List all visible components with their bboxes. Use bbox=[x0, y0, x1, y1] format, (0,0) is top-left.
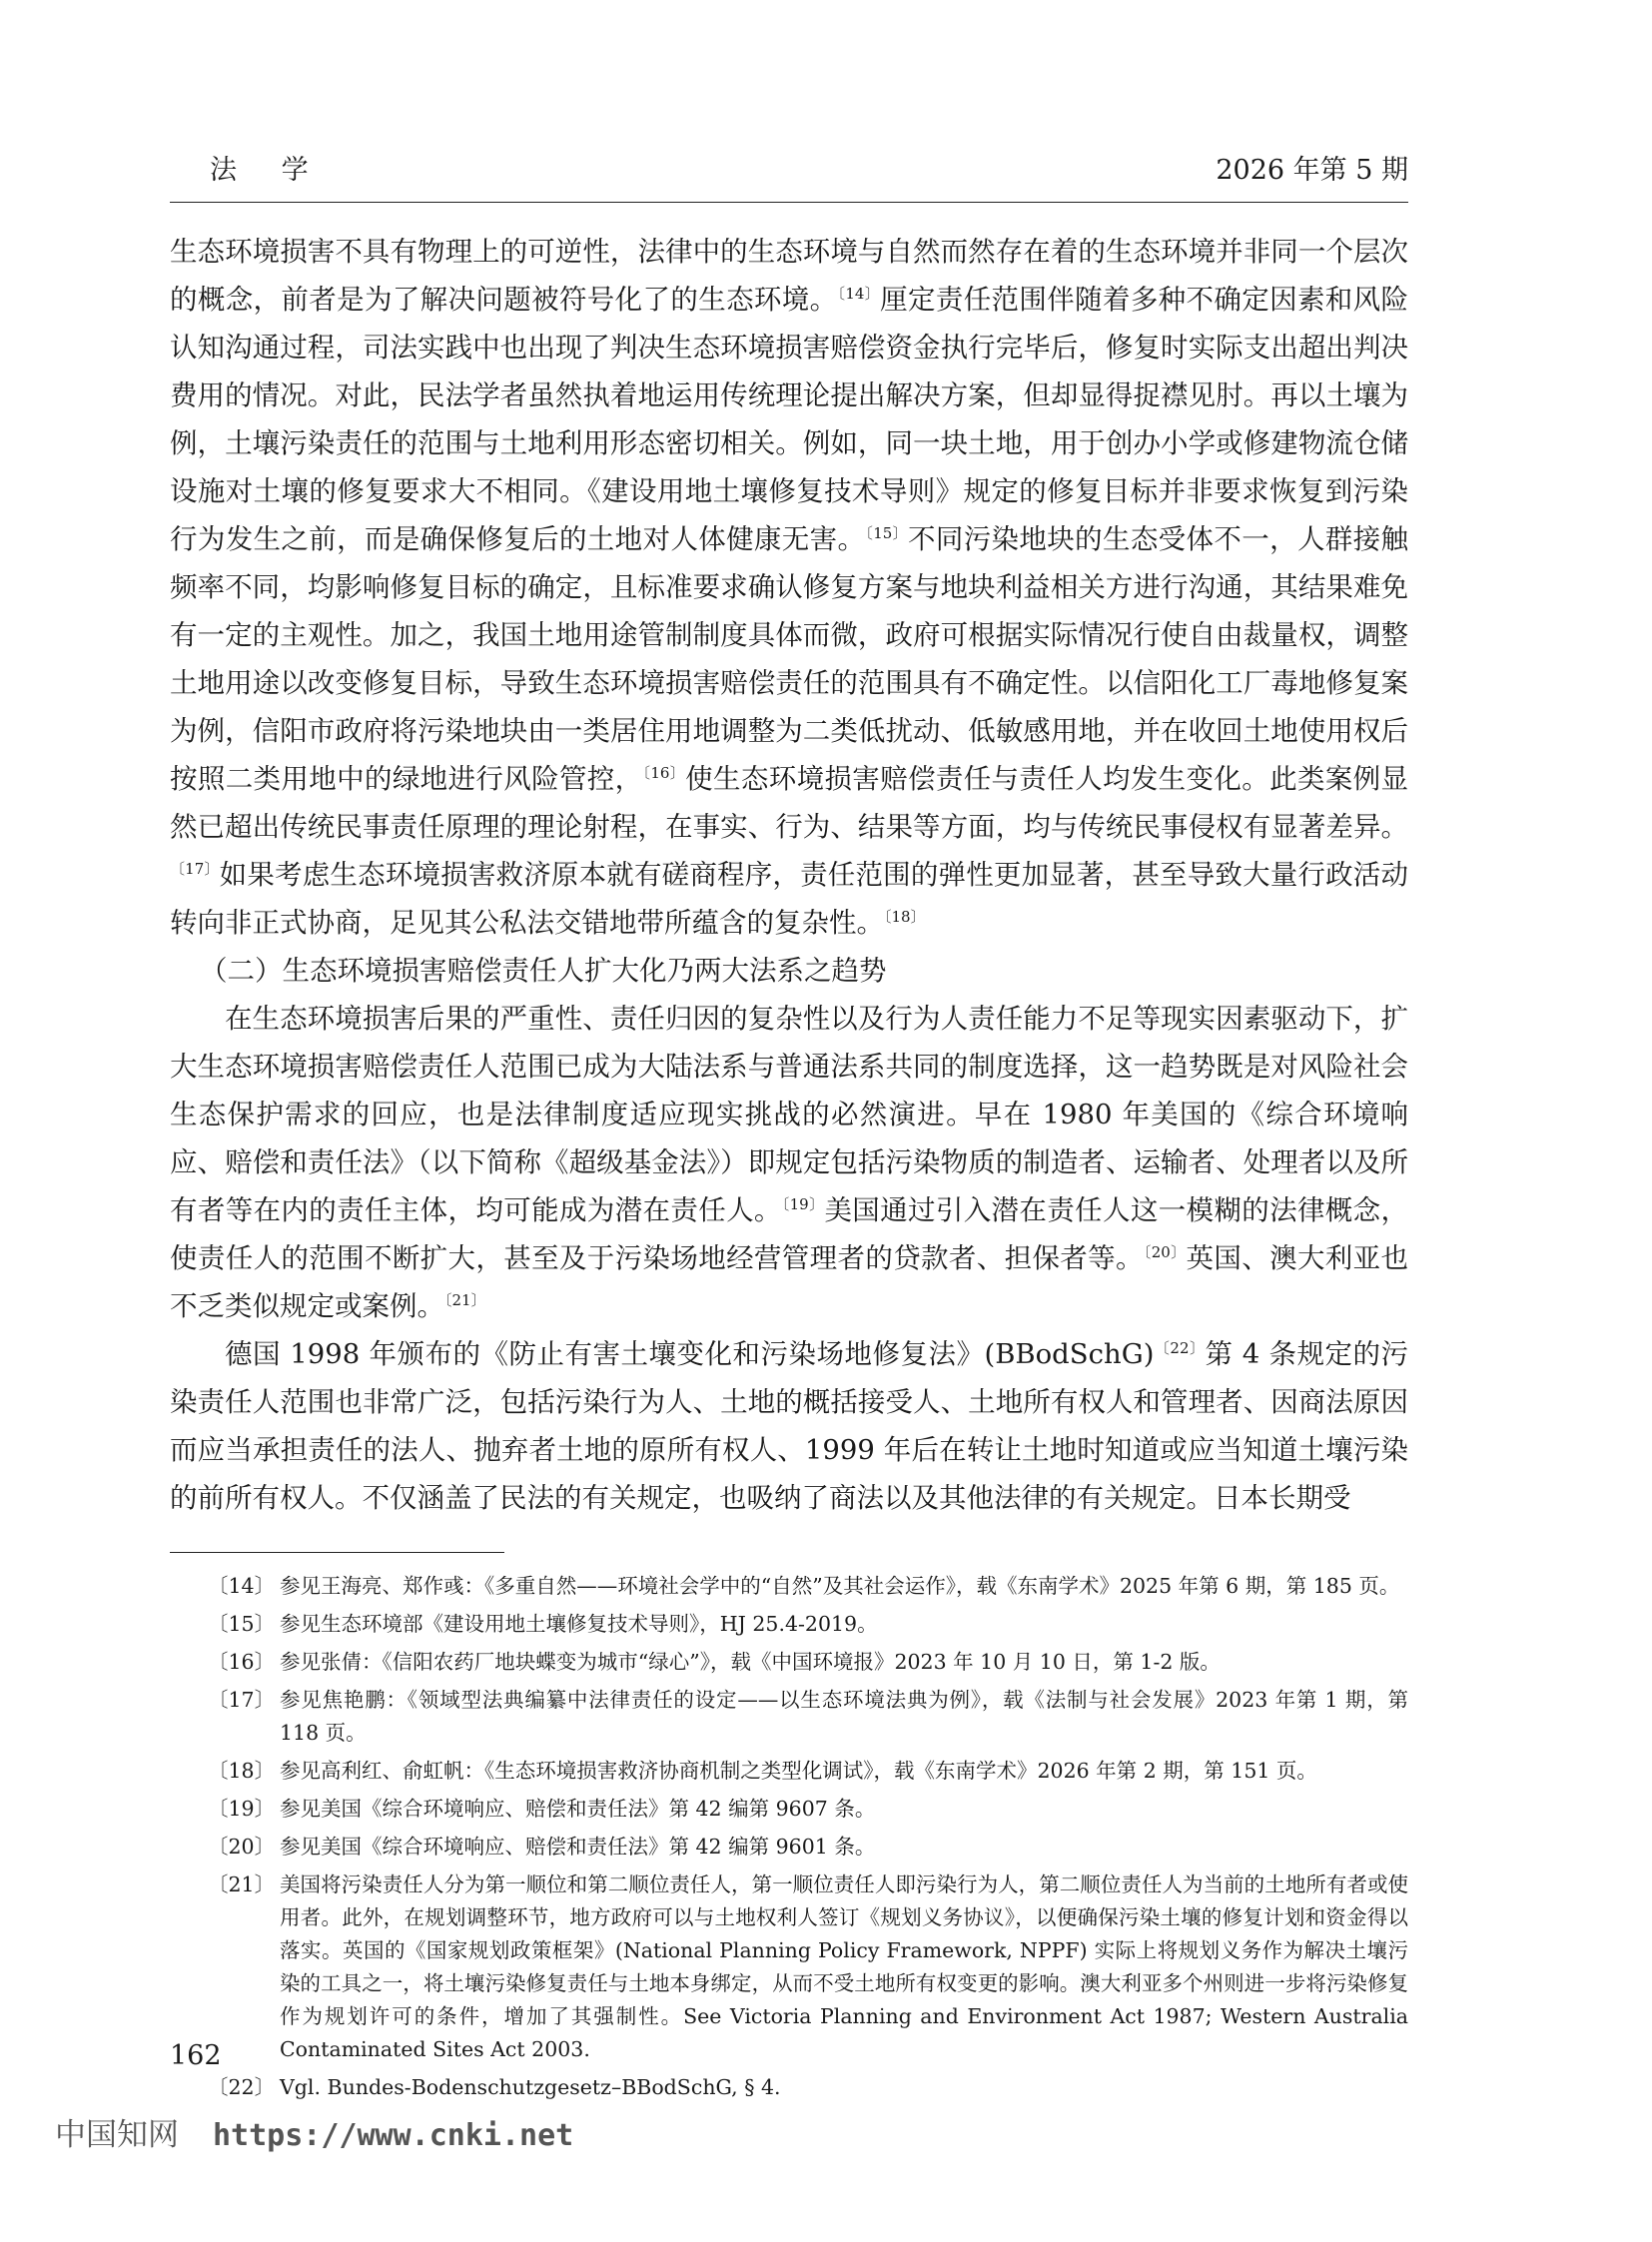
footnote-number: 〔15〕 bbox=[208, 1612, 276, 1636]
footnote-text: 参见生态环境部《建设用地土壤修复技术导则》，HJ 25.4-2019。 bbox=[280, 1612, 878, 1636]
watermark-url[interactable]: https://www.cnki.net bbox=[213, 2118, 574, 2153]
footnote bbox=[170, 1646, 1408, 1679]
footnote-text: 参见高利红、俞虹帆：《生态环境损害救济协商机制之类型化调试》，载《东南学术》2026 年第 2 期，第 151 页。 bbox=[280, 1759, 1317, 1783]
footnote bbox=[170, 1684, 1408, 1750]
footnote bbox=[170, 1868, 1408, 2066]
footnote-number: 〔22〕 bbox=[208, 2075, 276, 2099]
text-run: 英国、澳大利亚也不乏类似规定或案例。 bbox=[170, 1242, 1409, 1322]
header-rule bbox=[170, 202, 1408, 203]
footnote-text: 参见王海亮、郑作彧：《多重自然——环境社会学中的“自然”及其社会运作》，载《东南学术》2025 年第 6 期，第 185 页。 bbox=[280, 1574, 1400, 1598]
text-run: 如果考虑生态环境损害救济原本就有磋商程序，责任范围的弹性更加显著，甚至导致大量行政活动转向非正式协商，足见其公私法交错地带所蕴含的复杂性。 bbox=[170, 859, 1408, 939]
footnote bbox=[170, 1570, 1408, 1603]
text-run: 德国 1998 年颁布的《防止有害土壤变化和污染场地修复法》(BBodSchG) bbox=[225, 1338, 1155, 1370]
footnote-ref[interactable]: 〔15〕 bbox=[865, 524, 908, 542]
footnote-ref[interactable]: 〔16〕 bbox=[642, 764, 686, 782]
cnki-watermark bbox=[55, 2109, 573, 2154]
text-run: 不同污染地块的生态受体不一，人群接触频率不同，均影响修复目标的确定，且标准要求确认修复方案与地块利益相关方进行沟通，其结果难免有一定的主观性。加之，我国土地用途管制制度具体而微，政府可根据实际情况行使自由裁量权，调整土地用途以改变修复目标，导致生态环境损害赔偿责任的范围具有不确定性。以信阳化工厂毒地修复案为例，信阳市政府将污染地块由一类居住用地调整为二类低扰动、低敏感用地，并在收回土地使用权后按照二类用地中的绿地进行风险管控， bbox=[170, 523, 1409, 795]
footnote-number: 〔14〕 bbox=[208, 1574, 276, 1598]
text-run: 使生态环境损害赔偿责任与责任人均发生变化。此类案例显然已超出传统民事责任原理的理论射程，在事实、行为、结果等方面，均与传统民事侵权有显著差异。 bbox=[170, 763, 1409, 843]
footnote-rule bbox=[170, 1552, 504, 1553]
footnote bbox=[170, 1831, 1408, 1864]
footnote bbox=[170, 1755, 1408, 1788]
text-run: 第 4 条规定的污染责任人范围也非常广泛，包括污染行为人、土地的概括接受人、土地所有权人和管理者、因商法原因而应当承担责任的法人、抛弃者土地的原所有权人、1999 年后在转让土地时知道或应当知道土壤污染的前所有权人。不仅涵盖了民法的有关规定，也吸纳了商法以及其他法律的有关规定。日本长期受 bbox=[170, 1338, 1408, 1514]
paragraph-3 bbox=[170, 1330, 1408, 1522]
footnote-ref[interactable]: 〔17〕 bbox=[170, 860, 220, 878]
footnote-ref[interactable]: 〔19〕 bbox=[781, 1195, 825, 1213]
running-header-issue: 2026 年第 5 期 bbox=[1216, 155, 1408, 186]
section-heading: （二）生态环境损害赔偿责任人扩大化乃两大法系之趋势 bbox=[200, 955, 887, 987]
watermark-site: 中国知网 bbox=[55, 2117, 179, 2153]
footnote-text: 参见张倩：《信阳农药厂地块蝶变为城市“绿心”》，载《中国环境报》2023 年 10 月 10 日，第 1-2 版。 bbox=[280, 1650, 1221, 1674]
page-number: 162 bbox=[170, 2040, 222, 2071]
paragraph-1 bbox=[170, 228, 1408, 947]
footnote-ref[interactable]: 〔20〕 bbox=[1143, 1243, 1187, 1261]
footnote-number: 〔21〕 bbox=[208, 1872, 276, 1896]
footnotes bbox=[170, 1570, 1408, 2109]
footnote-number: 〔18〕 bbox=[208, 1759, 276, 1783]
footnote-text: 参见焦艳鹏：《领域型法典编纂中法律责任的设定——以生态环境法典为例》，载《法制与社会发展》2023 年第 1 期，第 118 页。 bbox=[280, 1688, 1408, 1745]
footnote bbox=[170, 1608, 1408, 1641]
footnote-text: 参见美国《综合环境响应、赔偿和责任法》第 42 编第 9607 条。 bbox=[280, 1797, 876, 1821]
text-run: 厘定责任范围伴随着多种不确定因素和风险认知沟通过程，司法实践中也出现了判决生态环境损害赔偿资金执行完毕后，修复时实际支出超出判决费用的情况。对此，民法学者虽然执着地运用传统理论提出解决方案，但却显得捉襟见肘。再以土壤为例，土壤污染责任的范围与土地利用形态密切相关。例如，同一块土地，用于创办小学或修建物流仓储设施对土壤的修复要求大不相同。《建设用地土壤修复技术导则》规定的修复目标并非要求恢复到污染行为发生之前，而是确保修复后的土地对人体健康无害。 bbox=[170, 284, 1409, 555]
text-run: 在生态环境损害后果的严重性、责任归因的复杂性以及行为人责任能力不足等现实因素驱动下，扩大生态环境损害赔偿责任人范围已成为大陆法系与普通法系共同的制度选择，这一趋势既是对风险社会生态保护需求的回应，也是法律制度适应现实挑战的必然演进。早在 1980 年美国的《综合环境响应、赔偿和责任法》（以下简称《超级基金法》）即规定包括污染物质的制造者、运输者、处理者以及所有者等在内的责任主体，均可能成为潜在责任人。 bbox=[170, 1003, 1408, 1226]
footnote-ref[interactable]: 〔18〕 bbox=[884, 908, 926, 926]
footnote bbox=[170, 1793, 1408, 1826]
body-text bbox=[170, 228, 1408, 1522]
footnote-number: 〔16〕 bbox=[208, 1650, 276, 1674]
footnote-text: 参见美国《综合环境响应、赔偿和责任法》第 42 编第 9601 条。 bbox=[280, 1835, 876, 1859]
footnote-text: 美国将污染责任人分为第一顺位和第二顺位责任人，第一顺位责任人即污染行为人，第二顺位责任人为当前的土地所有者或使用者。此外，在规划调整环节，地方政府可以与土地权利人签订《规划义务协议》，以便确保污染土壤的修复计划和资金得以落实。英国的《国家规划政策框架》(National Planning Policy Framework, NPPF) 实际上将规划义务作为解决土壤污染的工具之一，将土壤污染修复责任与土地本身绑定，从而不受土地所有权变更的影响。澳大利亚多个州则进一步将污染修复作为规划许可的条件，增加了其强制性。See Victoria Planning and Environment Act 1987; Western Australia Contaminated Sites Act 2003. bbox=[280, 1872, 1408, 2061]
text-run: 美国通过引入潜在责任人这一模糊的法律概念，使责任人的范围不断扩大，甚至及于污染场地经营管理者的贷款者、担保者等。 bbox=[170, 1194, 1409, 1274]
footnote-ref[interactable]: 〔14〕 bbox=[837, 285, 881, 303]
running-header-journal: 法 学 bbox=[210, 155, 327, 186]
footnote-number: 〔20〕 bbox=[208, 1835, 276, 1859]
footnote-ref[interactable]: 〔22〕 bbox=[1154, 1339, 1206, 1357]
footnote-number: 〔19〕 bbox=[208, 1797, 276, 1821]
paragraph-2 bbox=[170, 995, 1408, 1330]
footnote-number: 〔17〕 bbox=[208, 1688, 276, 1712]
footnote-ref[interactable]: 〔21〕 bbox=[444, 1291, 486, 1309]
footnote bbox=[170, 2071, 1408, 2104]
text-run: 生态环境损害不具有物理上的可逆性，法律中的生态环境与自然而然存在着的生态环境并非同一个层次的概念，前者是为了解决问题被符号化了的生态环境。 bbox=[170, 236, 1408, 316]
footnote-text: Vgl. Bundes-Bodenschutzgesetz–BBodSchG, § 4. bbox=[280, 2075, 781, 2099]
